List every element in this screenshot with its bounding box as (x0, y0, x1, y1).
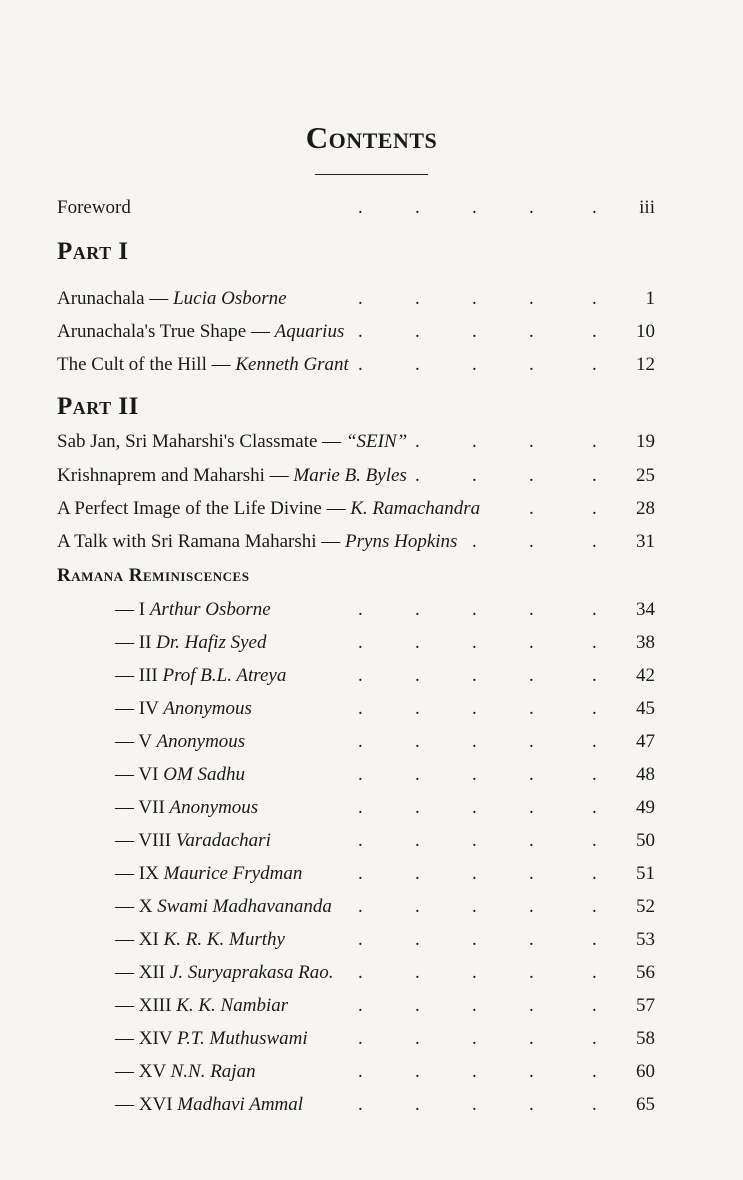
entry-title: Foreword (57, 197, 131, 218)
toc-entry[interactable] (0, 760, 743, 790)
leader-dot: . (415, 288, 420, 309)
entry-title: — XI (115, 929, 164, 950)
toc-entry[interactable] (0, 527, 743, 557)
leader-dot: . (472, 830, 477, 851)
leader-dot: . (415, 354, 420, 375)
leader-dot: . (592, 431, 597, 452)
leader-dot: . (529, 698, 534, 719)
leader-dot: . (592, 764, 597, 785)
leader-dot: . (472, 632, 477, 653)
toc-entry[interactable] (0, 317, 743, 347)
leader-dot: . (472, 1094, 477, 1115)
leader-dot: . (358, 354, 363, 375)
leader-dot: . (415, 197, 420, 218)
entry-title: — X (115, 896, 158, 917)
leader-dot: . (472, 197, 477, 218)
leader-dot: . (529, 531, 534, 552)
leader-dot: . (592, 288, 597, 309)
leader-dot: . (358, 764, 363, 785)
page-number: 38 (636, 632, 655, 653)
entry-author: Maurice Frydman (163, 863, 303, 884)
leader-dot: . (358, 599, 363, 620)
entry-title: — V (115, 731, 157, 752)
leader-dot: . (529, 599, 534, 620)
toc-entry[interactable] (0, 494, 743, 524)
toc-entry[interactable] (0, 793, 743, 823)
leader-dot: . (592, 321, 597, 342)
toc-entry[interactable] (0, 694, 743, 724)
entry-title: — III (115, 665, 163, 686)
page-number: 52 (636, 896, 655, 917)
entry-author: K. Ramachandra (350, 498, 481, 519)
leader-dot: . (472, 599, 477, 620)
toc-entry[interactable] (0, 628, 743, 658)
entry-title: — XVI (115, 1094, 178, 1115)
leader-dot: . (358, 665, 363, 686)
leader-dot: . (529, 962, 534, 983)
toc-entry-foreword[interactable] (0, 193, 743, 223)
leader-dot: . (472, 929, 477, 950)
leader-dot: . (472, 896, 477, 917)
leader-dot: . (592, 632, 597, 653)
leader-dot: . (529, 1028, 534, 1049)
page-number: 34 (636, 599, 655, 620)
leader-dot: . (472, 1061, 477, 1082)
page-number: 57 (636, 995, 655, 1016)
toc-entry[interactable] (0, 859, 743, 889)
entry-author: Swami Madhavananda (157, 896, 332, 917)
entry-title: — I (115, 599, 150, 620)
leader-dot: . (358, 896, 363, 917)
leader-dot: . (415, 731, 420, 752)
entry-title: — XIII (115, 995, 177, 1016)
leader-dot: . (472, 665, 477, 686)
leader-dot: . (529, 665, 534, 686)
leader-dot: . (592, 197, 597, 218)
entry-title: — XII (115, 962, 170, 983)
entry-author: Anonymous (169, 797, 259, 818)
entry-author: Varadachari (175, 830, 271, 851)
leader-dot: . (529, 731, 534, 752)
leader-dot: . (592, 599, 597, 620)
page-number: 42 (636, 665, 655, 686)
leader-dot: . (358, 731, 363, 752)
leader-dot: . (592, 1094, 597, 1115)
leader-dot: . (472, 531, 477, 552)
toc-entry[interactable] (0, 661, 743, 691)
entry-author: Aquarius (274, 321, 345, 342)
leader-dot: . (529, 288, 534, 309)
toc-entry[interactable] (0, 727, 743, 757)
entry-author: N.N. Rajan (170, 1061, 256, 1082)
page-number: 60 (636, 1061, 655, 1082)
entry-title: Sab Jan, Sri Maharshi's Classmate — (57, 431, 346, 452)
leader-dot: . (592, 929, 597, 950)
page-number: 31 (636, 531, 655, 552)
leader-dot: . (472, 995, 477, 1016)
leader-dot: . (358, 288, 363, 309)
leader-dot: . (415, 896, 420, 917)
leader-dot: . (472, 731, 477, 752)
leader-dot: . (415, 465, 420, 486)
leader-dot: . (529, 764, 534, 785)
leader-dot: . (592, 465, 597, 486)
toc-entry[interactable] (0, 350, 743, 380)
entry-author: K. K. Nambiar (176, 995, 289, 1016)
leader-dot: . (415, 830, 420, 851)
leader-dot: . (529, 863, 534, 884)
entry-author: Arthur Osborne (149, 599, 271, 620)
entry-title: — IV (115, 698, 164, 719)
page-number: 19 (636, 431, 655, 452)
entry-title: — XIV (115, 1028, 177, 1049)
leader-dot: . (472, 962, 477, 983)
leader-dot: . (529, 498, 534, 519)
leader-dot: . (415, 321, 420, 342)
entry-title: Arunachala — (57, 288, 174, 309)
leader-dot: . (472, 797, 477, 818)
page-number: 49 (636, 797, 655, 818)
entry-author: P.T. Muthuswami (176, 1028, 308, 1049)
toc-entry[interactable] (0, 1057, 743, 1087)
leader-dot: . (358, 1061, 363, 1082)
leader-dot: . (358, 929, 363, 950)
toc-entry[interactable] (0, 892, 743, 922)
leader-dot: . (529, 797, 534, 818)
leader-dot: . (592, 896, 597, 917)
toc-entry[interactable] (0, 958, 743, 988)
leader-dot: . (592, 498, 597, 519)
entry-author: Pryns Hopkins (345, 531, 458, 552)
leader-dot: . (358, 632, 363, 653)
toc-entry[interactable] (0, 991, 743, 1021)
entry-title: — XV (115, 1061, 171, 1082)
entry-title: A Perfect Image of the Life Divine — (57, 498, 351, 519)
page-title: Contents (305, 120, 438, 155)
page-number: 47 (636, 731, 655, 752)
toc-entry[interactable] (0, 427, 743, 457)
toc-entry[interactable] (0, 925, 743, 955)
leader-dot: . (358, 995, 363, 1016)
leader-dot: . (529, 929, 534, 950)
toc-entry[interactable] (0, 826, 743, 856)
entry-author: “SEIN” (345, 431, 408, 452)
entry-title: Arunachala's True Shape — (57, 321, 275, 342)
leader-dot: . (415, 1028, 420, 1049)
part-heading: Part I (57, 238, 129, 265)
leader-dot: . (472, 1028, 477, 1049)
leader-dot: . (529, 1094, 534, 1115)
entry-author: OM Sadhu (163, 764, 246, 785)
entry-title: The Cult of the Hill — (57, 354, 236, 375)
leader-dot: . (415, 665, 420, 686)
leader-dot: . (415, 599, 420, 620)
leader-dot: . (472, 465, 477, 486)
entry-title: — IX (115, 863, 164, 884)
leader-dot: . (472, 431, 477, 452)
leader-dot: . (529, 632, 534, 653)
entry-author: J. Suryaprakasa Rao. (169, 962, 334, 983)
leader-dot: . (415, 863, 420, 884)
leader-dot: . (472, 698, 477, 719)
leader-dot: . (415, 797, 420, 818)
leader-dot: . (472, 288, 477, 309)
leader-dot: . (592, 962, 597, 983)
page-number: 48 (636, 764, 655, 785)
leader-dot: . (529, 354, 534, 375)
page-number: 50 (636, 830, 655, 851)
leader-dot: . (592, 698, 597, 719)
leader-dot: . (592, 863, 597, 884)
leader-dot: . (529, 830, 534, 851)
entry-author: Lucia Osborne (173, 288, 287, 309)
toc-entry[interactable] (0, 595, 743, 625)
toc-entry[interactable] (0, 284, 743, 314)
title-underline (315, 174, 428, 175)
leader-dot: . (415, 962, 420, 983)
leader-dot: . (358, 830, 363, 851)
leader-dot: . (358, 698, 363, 719)
entry-author: K. R. K. Murthy (163, 929, 285, 950)
leader-dot: . (529, 321, 534, 342)
leader-dot: . (415, 1061, 420, 1082)
leader-dot: . (415, 698, 420, 719)
toc-entry[interactable] (0, 1024, 743, 1054)
leader-dot: . (472, 321, 477, 342)
leader-dot: . (592, 797, 597, 818)
leader-dot: . (592, 995, 597, 1016)
page-number: 25 (636, 465, 655, 486)
entry-author: Dr. Hafiz Syed (156, 632, 267, 653)
entry-author: Anonymous (163, 698, 252, 719)
page-number: 51 (636, 863, 655, 884)
entry-title: Krishnaprem and Maharshi — (57, 465, 294, 486)
entry-author: Prof B.L. Atreya (162, 665, 287, 686)
leader-dot: . (358, 321, 363, 342)
leader-dot: . (529, 896, 534, 917)
page-number: 58 (636, 1028, 655, 1049)
leader-dot: . (529, 995, 534, 1016)
toc-entry[interactable] (0, 1090, 743, 1120)
leader-dot: . (529, 1061, 534, 1082)
page-number: iii (639, 197, 655, 218)
page-number: 56 (636, 962, 655, 983)
leader-dot: . (529, 465, 534, 486)
entry-title: — II (115, 632, 157, 653)
entry-author: Kenneth Grant (235, 354, 349, 375)
page-number: 53 (636, 929, 655, 950)
leader-dot: . (592, 354, 597, 375)
leader-dot: . (358, 197, 363, 218)
page-number: 65 (636, 1094, 655, 1115)
leader-dot: . (415, 995, 420, 1016)
part-heading: Part II (57, 393, 139, 420)
leader-dot: . (592, 1061, 597, 1082)
leader-dot: . (415, 1094, 420, 1115)
leader-dot: . (472, 354, 477, 375)
entry-author: Anonymous (156, 731, 246, 752)
toc-entry[interactable] (0, 461, 743, 491)
entry-author: Madhavi Ammal (177, 1094, 304, 1115)
entry-author: Marie B. Byles (293, 465, 407, 486)
leader-dot: . (472, 764, 477, 785)
leader-dot: . (592, 665, 597, 686)
entry-title: — VIII (115, 830, 176, 851)
page-number: 28 (636, 498, 655, 519)
leader-dot: . (592, 830, 597, 851)
leader-dot: . (592, 1028, 597, 1049)
leader-dot: . (592, 731, 597, 752)
leader-dot: . (472, 863, 477, 884)
leader-dot: . (358, 1028, 363, 1049)
leader-dot: . (358, 962, 363, 983)
leader-dot: . (415, 632, 420, 653)
entry-title: A Talk with Sri Ramana Maharshi — (57, 531, 346, 552)
page-number: 1 (645, 288, 655, 309)
page-number: 12 (636, 354, 655, 375)
leader-dot: . (358, 797, 363, 818)
leader-dot: . (415, 431, 420, 452)
leader-dot: . (358, 1094, 363, 1115)
page-number: 10 (636, 321, 655, 342)
entry-title: — VI (115, 764, 164, 785)
leader-dot: . (358, 863, 363, 884)
leader-dot: . (415, 764, 420, 785)
section-heading: Ramana Reminiscences (57, 565, 250, 586)
leader-dot: . (415, 929, 420, 950)
leader-dot: . (592, 531, 597, 552)
leader-dot: . (529, 197, 534, 218)
page-number: 45 (636, 698, 655, 719)
leader-dot: . (529, 431, 534, 452)
entry-title: — VII (115, 797, 170, 818)
